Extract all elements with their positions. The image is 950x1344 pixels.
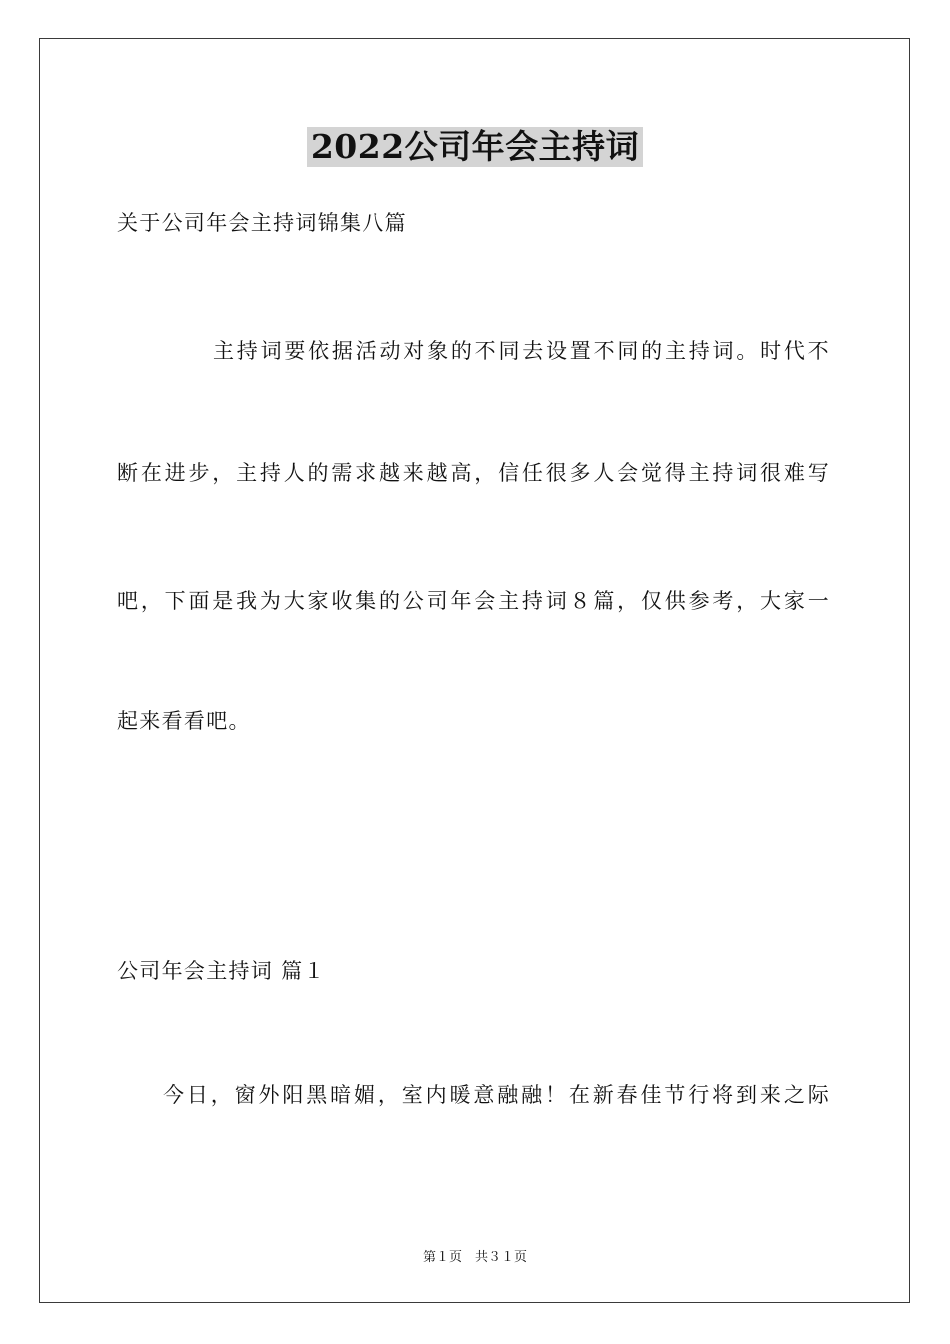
title-wrap xyxy=(0,127,950,167)
document-title: 2022公司年会主持词 xyxy=(307,127,643,167)
document-subtitle: 关于公司年会主持词锦集八篇 xyxy=(117,211,407,235)
section-heading: 公司年会主持词 篇１ xyxy=(117,959,326,983)
intro-line-3: 吧，下面是我为大家收集的公司年会主持词８篇，仅供参考，大家一 xyxy=(117,589,830,613)
intro-line-4: 起来看看吧。 xyxy=(117,709,251,733)
intro-line-2: 断在进步，主持人的需求越来越高，信任很多人会觉得主持词很难写 xyxy=(117,461,830,485)
page-number-footer: 第１页 共３１页 xyxy=(422,1250,527,1265)
section-paragraph-line-1: 今日，窗外阳黑暗媚，室内暖意融融！在新春佳节行将到来之际 xyxy=(163,1083,830,1107)
intro-line-1: 主持词要依据活动对象的不同去设置不同的主持词。时代不 xyxy=(213,339,830,363)
